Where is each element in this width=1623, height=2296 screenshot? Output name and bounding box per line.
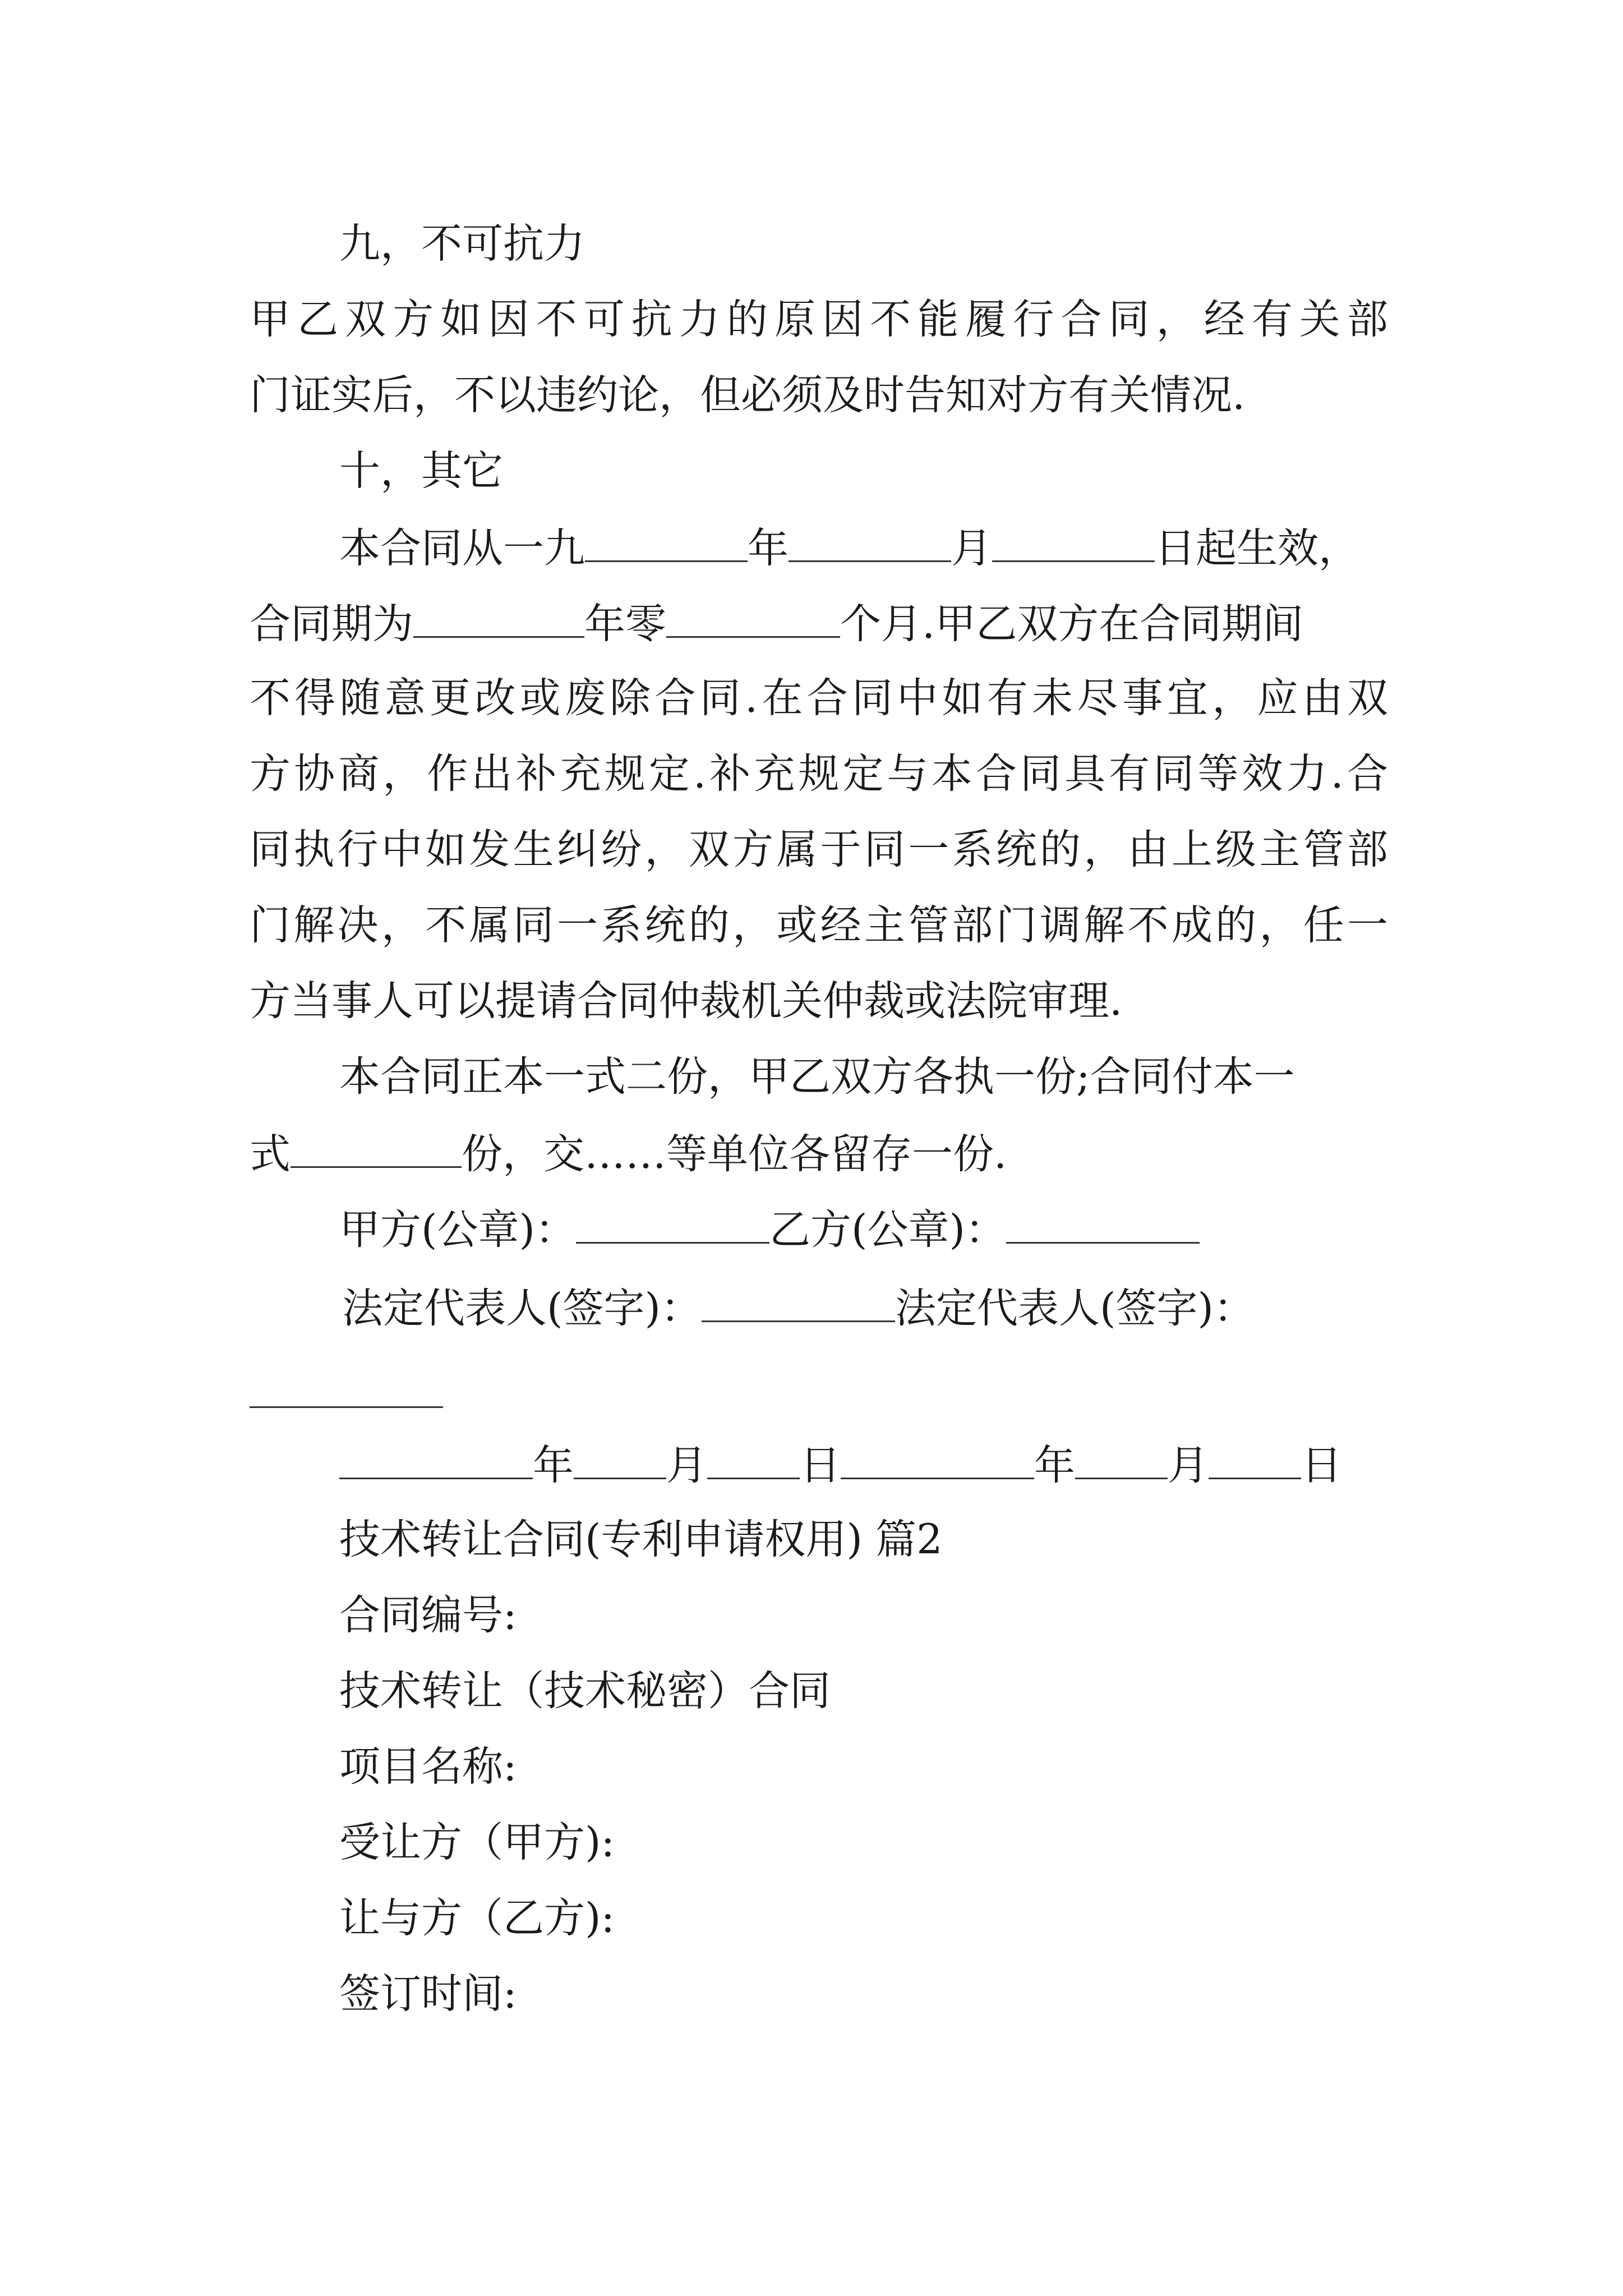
party-a-seal-blank	[576, 1200, 769, 1244]
year-label: 年	[748, 524, 789, 572]
copies-suffix: 份，交……等单位各留存一份.	[462, 1130, 1007, 1178]
contract-period-line	[250, 595, 1623, 652]
section-10-text-line-6: 门解决，不属同一系统的，或经主管部门调解不成的，任一	[250, 901, 1388, 949]
copies-line-1: 本合同正本一式二份，甲乙双方各执一份;合同付本一	[339, 1053, 1295, 1101]
contract-type-label: 技术转让（技术秘密）合同	[339, 1667, 831, 1715]
party-a-month-label: 月	[666, 1442, 707, 1489]
section-10-text-line-5: 同执行中如发生纠纷，双方属于同一系统的，由上级主管部	[250, 826, 1388, 873]
party-a-month-blank	[574, 1436, 666, 1479]
contract-period-prefix: 合同期为	[250, 600, 413, 648]
month-label: 月	[951, 524, 992, 572]
year-blank	[585, 519, 748, 562]
period-years-blank	[413, 595, 584, 638]
party-b-month-blank	[1075, 1436, 1168, 1479]
period-years-label: 年零	[584, 600, 666, 648]
party-b-day-blank	[1209, 1436, 1301, 1479]
party-b-day-label: 日	[1301, 1442, 1342, 1489]
day-blank	[992, 519, 1155, 562]
party-b-rep-blank	[250, 1406, 443, 1408]
effective-date-line	[339, 519, 1623, 577]
section-10-text-line-4: 方协商，作出补充规定.补充规定与本合同具有同等效力.合	[250, 750, 1388, 798]
party-a-rep-label: 法定代表人(签字)：	[342, 1285, 702, 1332]
project-name-label: 项目名称:	[339, 1743, 517, 1791]
party-a-year-label: 年	[533, 1442, 574, 1489]
signing-time-label: 签订时间:	[339, 1970, 517, 2018]
copies-line-2	[250, 1125, 1623, 1182]
part-2-title: 技术转让合同(专利申请权用) 篇2	[339, 1516, 943, 1563]
party-b-year-blank	[841, 1436, 1034, 1479]
party-seal-line	[339, 1200, 1623, 1258]
party-b-seal-label: 乙方(公章)：	[769, 1206, 1006, 1254]
effective-date-prefix: 本合同从一九	[339, 524, 585, 572]
party-b-rep-label: 法定代表人(签字)：	[895, 1285, 1255, 1332]
party-a-year-blank	[339, 1436, 533, 1479]
party-a-rep-blank	[702, 1279, 895, 1322]
transferee-label: 受让方（甲方):	[339, 1819, 615, 1866]
section-10-heading: 十，其它	[339, 447, 503, 495]
representative-line	[342, 1279, 1623, 1337]
period-suffix: 个月.甲乙双方在合同期间	[840, 600, 1304, 648]
party-b-seal-blank	[1006, 1200, 1200, 1244]
section-9-heading: 九，不可抗力	[339, 220, 585, 268]
transferor-label: 让与方（乙方):	[339, 1894, 615, 1942]
effective-suffix: 日起生效，	[1155, 524, 1359, 572]
section-10-text-line-7: 方当事人可以提请合同仲裁机关仲裁或法院审理.	[250, 977, 1123, 1025]
contract-number-label: 合同编号:	[339, 1591, 517, 1639]
party-a-day-blank	[707, 1436, 800, 1479]
period-months-blank	[666, 595, 840, 638]
party-a-seal-label: 甲方(公章)：	[339, 1206, 576, 1254]
party-a-day-label: 日	[800, 1442, 841, 1489]
party-b-month-label: 月	[1168, 1442, 1209, 1489]
signing-date-line	[339, 1436, 1623, 1494]
month-blank	[789, 519, 951, 562]
section-10-text-line-3: 不得随意更改或废除合同.在合同中如有未尽事宜，应由双	[250, 674, 1388, 722]
section-9-text-line-2: 门证实后，不以违约论，但必须及时告知对方有关情况.	[250, 371, 1246, 419]
copies-prefix: 式	[250, 1130, 291, 1178]
section-9-text-line-1: 甲乙双方如因不可抗力的原因不能履行合同，经有关部	[250, 296, 1388, 343]
party-b-year-label: 年	[1034, 1442, 1075, 1489]
copies-count-blank	[291, 1125, 462, 1168]
